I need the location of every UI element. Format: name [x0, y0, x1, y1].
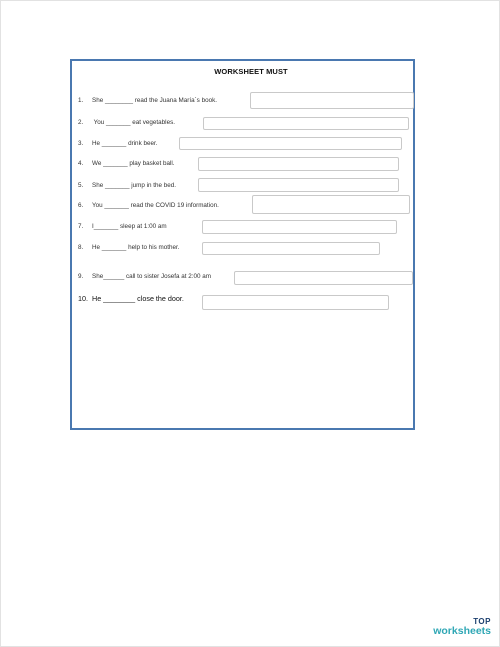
question-text: She _______ jump in the bed.: [92, 182, 177, 189]
topworksheets-logo[interactable]: [433, 618, 491, 637]
answer-input-5[interactable]: [198, 178, 399, 192]
logo-top-text: TOP: [473, 616, 491, 626]
question-2: [78, 119, 175, 126]
question-number: 4.: [78, 160, 84, 167]
answer-input-9[interactable]: [234, 271, 413, 285]
question-number: 9.: [78, 273, 84, 280]
question-text: You _______ read the COVID 19 information.: [92, 202, 219, 209]
answer-input-2[interactable]: [203, 117, 409, 130]
question-number: 3.: [78, 140, 84, 147]
answer-input-7[interactable]: [202, 220, 397, 234]
question-5: [78, 182, 176, 189]
question-10: [78, 294, 184, 303]
question-number: 5.: [78, 182, 84, 189]
answer-input-6[interactable]: [252, 195, 410, 214]
question-number: 2.: [78, 119, 84, 126]
question-7: [78, 223, 167, 230]
answer-input-8[interactable]: [202, 242, 380, 255]
question-text: He ________ close the door.: [92, 294, 184, 303]
answer-input-3[interactable]: [179, 137, 402, 150]
answer-input-4[interactable]: [198, 157, 399, 171]
question-text: She ________ read the Juana María´s book.: [92, 97, 217, 104]
question-text: He _______ drink beer.: [92, 140, 158, 147]
question-number: 10.: [78, 294, 88, 303]
question-4: [78, 160, 175, 167]
question-number: 8.: [78, 244, 84, 251]
question-8: [78, 244, 180, 251]
logo-worksheets-text: worksheets: [433, 624, 491, 637]
worksheet-title: WORKSHEET MUST: [214, 67, 288, 76]
question-text: I_______ sleep at 1:00 am: [92, 223, 167, 230]
question-6: [78, 202, 219, 209]
question-text: She______ call to sister Josefa at 2:00 am: [92, 273, 212, 280]
answer-input-1[interactable]: [250, 92, 414, 109]
question-number: 6.: [78, 202, 84, 209]
question-text: You _______ eat vegetables.: [92, 119, 175, 126]
question-1: [78, 97, 217, 104]
question-number: 1.: [78, 97, 84, 104]
question-3: [78, 140, 157, 147]
question-9: [78, 273, 211, 280]
answer-input-10[interactable]: [202, 295, 389, 310]
question-text: He _______ help to his mother.: [92, 244, 180, 251]
question-number: 7.: [78, 223, 84, 230]
question-text: We _______ play basket ball.: [92, 160, 175, 167]
